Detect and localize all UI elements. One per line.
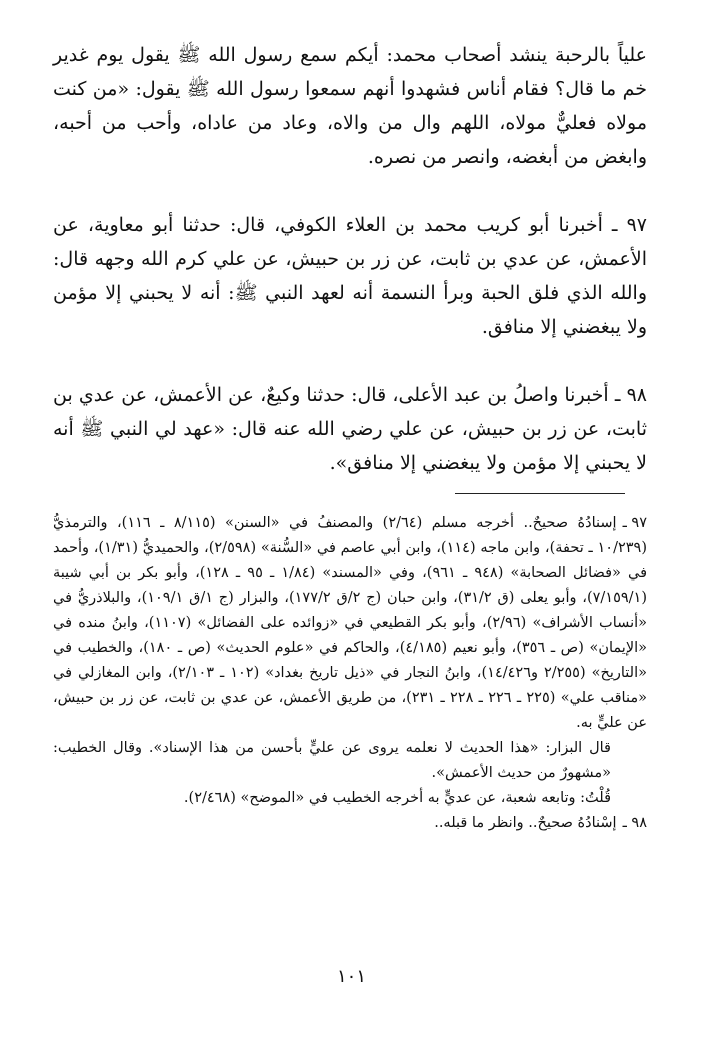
footnotes: [53, 511, 647, 836]
hadith-97: ٩٧ ـ أخبرنا أبو كريب محمد بن العلاء الكوفي، قال: حدثنا أبو معاوية، عن الأعمش، عن عدي بن ثابت، عن زر بن حبيش، عن علي كرم الله وجهه قال: والله الذي فلق الحبة وبرأ النسمة أنه لعهد النبي ﷺ: أنه لا يحبني إلا مؤمن ولا يبغضني إلا منافق.: [53, 214, 647, 338]
footnote-98: [53, 811, 647, 836]
paragraph-continued: علياً بالرحبة ينشد أصحاب محمد: أيكم سمع رسول الله ﷺ يقول يوم غدير خم ما قال؟ فقام أناس فشهدوا أنهم سمعوا رسول الله ﷺ يقول: «من كنت مولاه فعليٌّ مولاه، اللهم وال من والاه، وعاد من عاداه، وأحب من أحبه، وابغض من أبغضه، وانصر من نصره.: [53, 44, 647, 168]
footnote-97-bazzar: قال البزار: «هذا الحديث لا نعلمه يروى عن عليٍّ بأحسن من هذا الإسناد». وقال الخطيب: «مشهورٌ من حديث الأعمش».: [53, 740, 611, 781]
footnote-97-number: ٩٧ ـ: [622, 515, 647, 531]
hadith-98: ٩٨ ـ أخبرنا واصلُ بن عبد الأعلى، قال: حدثنا وكيعٌ، عن الأعمش، عن عدي بن ثابت، عن زر بن حبيش، عن علي رضي الله عنه قال: «عهد لي النبي ﷺ أنه لا يحبني إلا مؤمن ولا يبغضني إلا منافق».: [53, 384, 647, 474]
page-number: ١٠١: [336, 966, 366, 987]
main-text: [53, 38, 647, 514]
footnote-97-text: إسنادُهُ صحيحٌ.. أخرجه مسلم (٢/٦٤) والمصنفُ في «السنن» (٨/١١٥ ـ ١١٦)، والترمذيُّ (١٠/٢٣٩ ـ تحفة)، وابن ماجه (١١٤)، وابن أبي عاصم في «السُّنة» (٢/٥٩٨)، والحميديُّ (١/٣١)، وأحمد في «فضائل الصحابة» (٩٤٨ ـ ٩٦١)، وفي «المسند» (١/٨٤ ـ ٩٥ ـ ١٢٨)، وأبو بكر بن أبي شيبة (٧/١٥٩/١)، وأبو يعلى (ق ٣١/٢)، وابن حبان (ج ٢/ق ١٧٧/٢)، والبزار (ج ١/ق ١٠٩/١)، والبلاذريُّ في «أنساب الأشراف» (٢/٩٦)، وأبو بكر القطيعي في «زوائده على الفضائل» (١١٠٧)، وابنُ منده في «الإيمان» (ص ـ ٣٥٦)، وأبو نعيم (٤/١٨٥)، والحاكم في «علوم الحديث» (ص ـ ١٨٠)، والخطيب في «التاريخ» (٢/٢٥٥ و١٤/٤٢٦)، وابنُ النجار في «ذيل تاريخ بغداد» (١٠٢ ـ ٢/١٠٣)، وابن المغازلي في «مناقب علي» (٢٢٥ ـ ٢٢٦ ـ ٢٢٨ ـ ٢٣١)، من طريق الأعمش، عن عدي بن ثابت، عن زر بن حبيش، عن عليٍّ به.: [53, 515, 648, 731]
footnote-98-number: ٩٨ ـ: [622, 815, 647, 831]
footnote-98-text: إسْنادُهُ صحيحٌ.. وانظر ما قبله..: [434, 815, 617, 831]
footnote-97-qultu: قُلْتُ: وتابعه شعبة، عن عديٍّ به أخرجه الخطيب في «الموضح» (٢/٤٦٨).: [183, 790, 611, 806]
footnote-divider: [455, 493, 625, 494]
footnote-97: [53, 511, 647, 736]
